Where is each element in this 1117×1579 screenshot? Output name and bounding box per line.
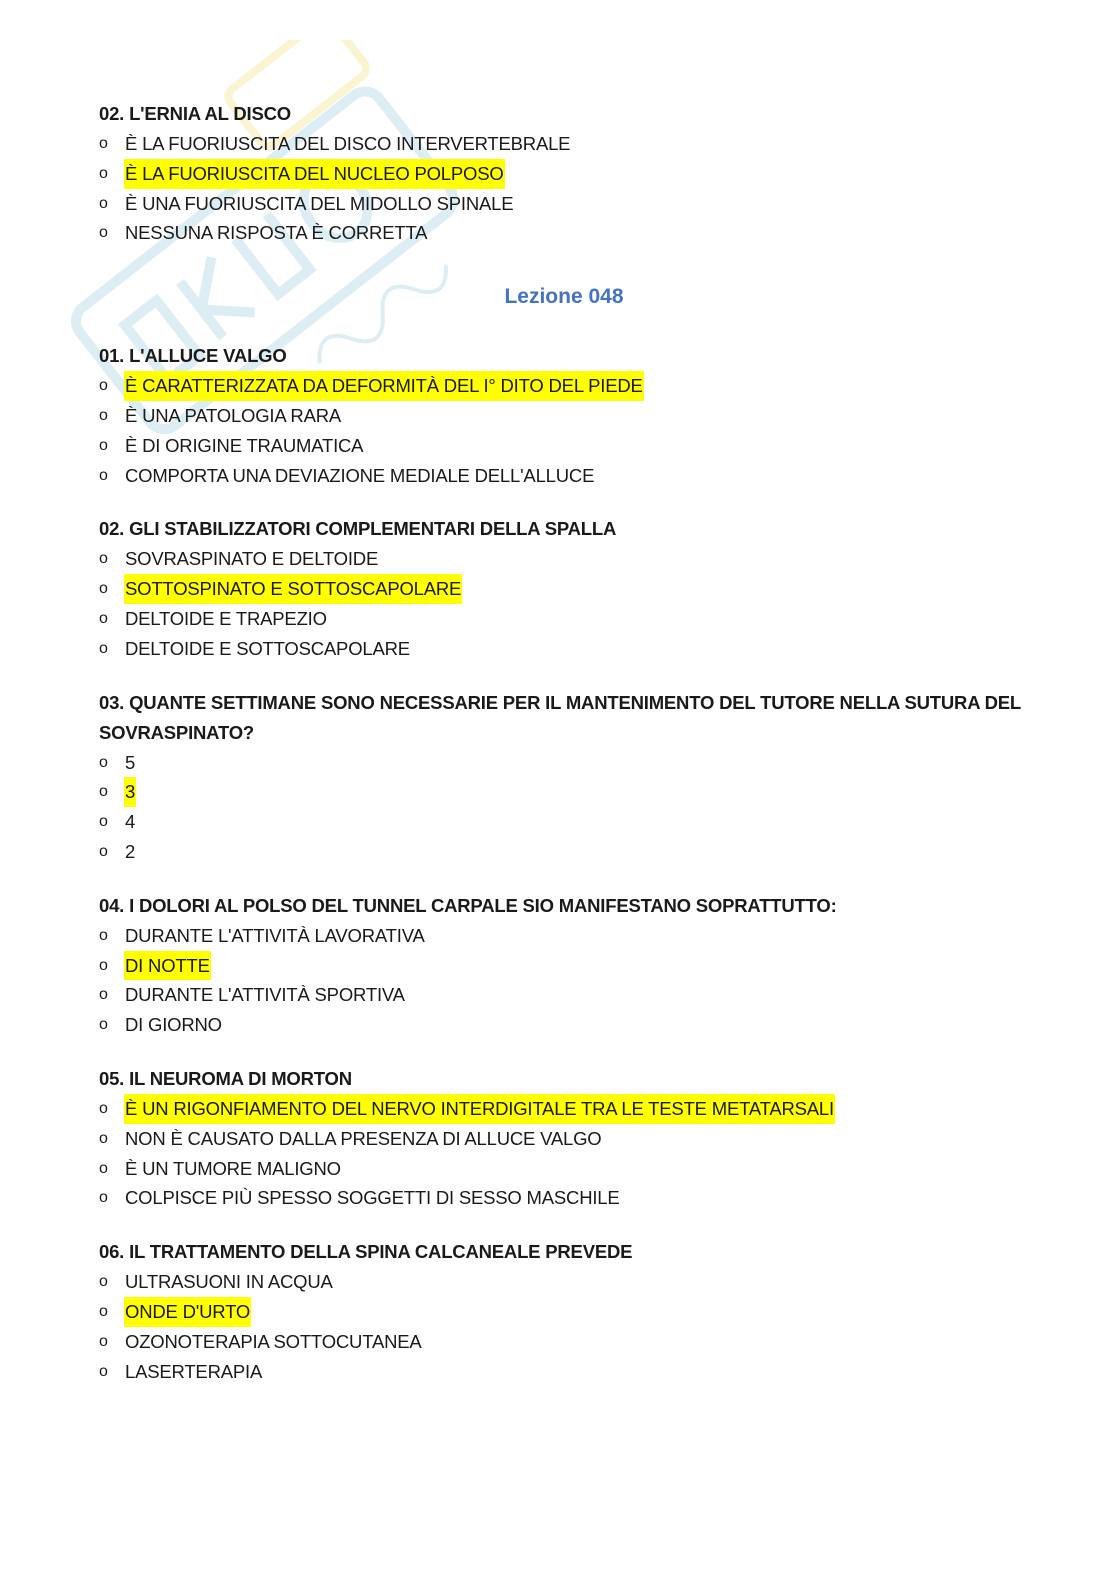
question-title [99, 688, 1029, 748]
question-title [99, 1237, 1029, 1267]
bullet-icon: o [99, 639, 108, 657]
bullet-icon: o [99, 1016, 108, 1034]
answer-text: DELTOIDE E SOTTOSCAPOLARE [125, 637, 410, 659]
document-page [99, 99, 1029, 1410]
question-text: IL NEUROMA DI MORTON [129, 1067, 352, 1089]
question-title [99, 514, 1029, 544]
answer-text: 5 [125, 751, 136, 773]
question-number: 06. [99, 1241, 125, 1263]
bullet-icon: o [99, 926, 108, 944]
bullet-icon: o [99, 377, 108, 395]
bullet-icon: o [99, 1099, 108, 1117]
bullet-icon: o [99, 1362, 108, 1380]
section-title: Lezione 048 [504, 285, 624, 309]
answer-options [99, 1267, 1029, 1386]
answer-option [99, 980, 1029, 1010]
bullet-icon: o [99, 986, 108, 1004]
answer-option [99, 371, 1029, 401]
question-number: 01. [99, 345, 125, 367]
answer-options [99, 544, 1029, 663]
question-block [99, 99, 1029, 248]
answer-option [99, 777, 1029, 807]
answer-option [99, 1124, 1029, 1154]
correct-answer-text: 3 [124, 777, 136, 807]
bullet-icon: o [99, 813, 108, 831]
bullet-icon: o [99, 956, 108, 974]
answer-option [99, 129, 1029, 159]
answer-text: È UNA PATOLOGIA RARA [125, 404, 342, 426]
bullet-icon: o [99, 194, 108, 212]
bullet-icon: o [99, 466, 108, 484]
question-title [99, 1064, 1029, 1094]
question-block [99, 891, 1029, 1040]
answer-option [99, 1357, 1029, 1387]
answer-option [99, 748, 1029, 778]
answer-option [99, 1094, 1029, 1124]
bullet-icon: o [99, 436, 108, 454]
answer-text: LASERTERAPIA [125, 1360, 263, 1382]
answer-option [99, 837, 1029, 867]
answer-option [99, 807, 1029, 837]
answer-option [99, 218, 1029, 248]
answer-options [99, 748, 1029, 867]
bullet-icon: o [99, 842, 108, 860]
answer-options [99, 371, 1029, 490]
correct-answer-text: DI NOTTE [124, 951, 211, 981]
answer-text: DURANTE L'ATTIVITÀ SPORTIVA [125, 984, 405, 1006]
bullet-icon: o [99, 224, 108, 242]
answer-option [99, 159, 1029, 189]
question-text: QUANTE SETTIMANE SONO NECESSARIE PER IL MANTENIMENTO DEL TUTORE NELLA SUTURA DEL SOVRASPINATO? [99, 691, 1021, 743]
answer-option [99, 951, 1029, 981]
question-text: I DOLORI AL POLSO DEL TUNNEL CARPALE SIO MANIFESTANO SOPRATTUTTO: [129, 894, 837, 916]
answer-text: COLPISCE PIÙ SPESSO SOGGETTI DI SESSO MASCHILE [125, 1187, 620, 1209]
correct-answer-text: SOTTOSPINATO E SOTTOSCAPOLARE [124, 574, 462, 604]
bullet-icon: o [99, 1302, 108, 1320]
answer-text: NON È CAUSATO DALLA PRESENZA DI ALLUCE VALGO [125, 1127, 602, 1149]
answer-option [99, 1154, 1029, 1184]
answer-option [99, 921, 1029, 951]
answer-option [99, 604, 1029, 634]
bullet-icon: o [99, 1273, 108, 1291]
correct-answer-text: ONDE D'URTO [124, 1297, 251, 1327]
answer-text: È LA FUORIUSCITA DEL DISCO INTERVERTEBRALE [125, 133, 571, 154]
question-text: GLI STABILIZZATORI COMPLEMENTARI DELLA SPALLA [129, 518, 617, 540]
answer-options [99, 921, 1029, 1040]
correct-answer-text: È LA FUORIUSCITA DEL NUCLEO POLPOSO [124, 159, 505, 189]
answer-text: DELTOIDE E TRAPEZIO [125, 607, 327, 629]
question-block [99, 1237, 1029, 1386]
question-text: L'ERNIA AL DISCO [129, 103, 291, 124]
question-number: 03. [99, 691, 125, 713]
bullet-icon: o [99, 783, 108, 801]
answer-option [99, 1297, 1029, 1327]
question-block [99, 688, 1029, 867]
answer-text: COMPORTA UNA DEVIAZIONE MEDIALE DELL'ALLUCE [125, 464, 595, 486]
answer-text: È UNA FUORIUSCITA DEL MIDOLLO SPINALE [125, 192, 514, 214]
answer-text: SOVRASPINATO E DELTOIDE [125, 548, 379, 570]
answer-option [99, 1327, 1029, 1357]
correct-answer-text: È UN RIGONFIAMENTO DEL NERVO INTERDIGITALE TRA LE TESTE METATARSALI [124, 1094, 835, 1124]
answer-text: OZONOTERAPIA SOTTOCUTANEA [125, 1330, 422, 1352]
bullet-icon: o [99, 406, 108, 424]
question-number: 05. [99, 1067, 125, 1089]
question-text: L'ALLUCE VALGO [129, 345, 287, 367]
answer-text: DI GIORNO [125, 1014, 222, 1036]
answer-option [99, 574, 1029, 604]
answer-option [99, 431, 1029, 461]
question-title [99, 99, 1029, 129]
answer-option [99, 1267, 1029, 1297]
answer-text: ULTRASUONI IN ACQUA [125, 1271, 333, 1293]
bullet-icon: o [99, 753, 108, 771]
answer-text: NESSUNA RISPOSTA È CORRETTA [125, 222, 428, 244]
question-block [99, 1064, 1029, 1213]
question-number: 02. [99, 518, 125, 540]
answer-text: DURANTE L'ATTIVITÀ LAVORATIVA [125, 924, 425, 946]
question-block [99, 341, 1029, 490]
question-text: IL TRATTAMENTO DELLA SPINA CALCANEALE PREVEDE [129, 1241, 633, 1263]
bullet-icon: o [99, 1332, 108, 1350]
answer-options [99, 129, 1029, 248]
answer-text: È DI ORIGINE TRAUMATICA [125, 434, 364, 456]
answer-option [99, 461, 1029, 491]
bullet-icon: o [99, 1189, 108, 1207]
answer-option [99, 1010, 1029, 1040]
bullet-icon: o [99, 580, 108, 598]
question-number: 04. [99, 894, 125, 916]
answer-text: È UN TUMORE MALIGNO [125, 1157, 341, 1179]
answer-option [99, 1183, 1029, 1213]
correct-answer-text: È CARATTERIZZATA DA DEFORMITÀ DEL I° DITO DEL PIEDE [124, 371, 644, 401]
answer-option [99, 544, 1029, 574]
bullet-icon: o [99, 609, 108, 627]
answer-text: 2 [125, 840, 136, 862]
bullet-icon: o [99, 1129, 108, 1147]
question-block [99, 514, 1029, 663]
answer-options [99, 1094, 1029, 1213]
bullet-icon: o [99, 135, 108, 152]
answer-option [99, 189, 1029, 219]
bullet-icon: o [99, 1159, 108, 1177]
bullet-icon: o [99, 164, 108, 182]
bullet-icon: o [99, 550, 108, 568]
answer-text: 4 [125, 811, 136, 833]
question-title [99, 891, 1029, 921]
question-number: 02. [99, 103, 125, 124]
answer-option [99, 401, 1029, 431]
answer-option [99, 634, 1029, 664]
question-title [99, 341, 1029, 371]
